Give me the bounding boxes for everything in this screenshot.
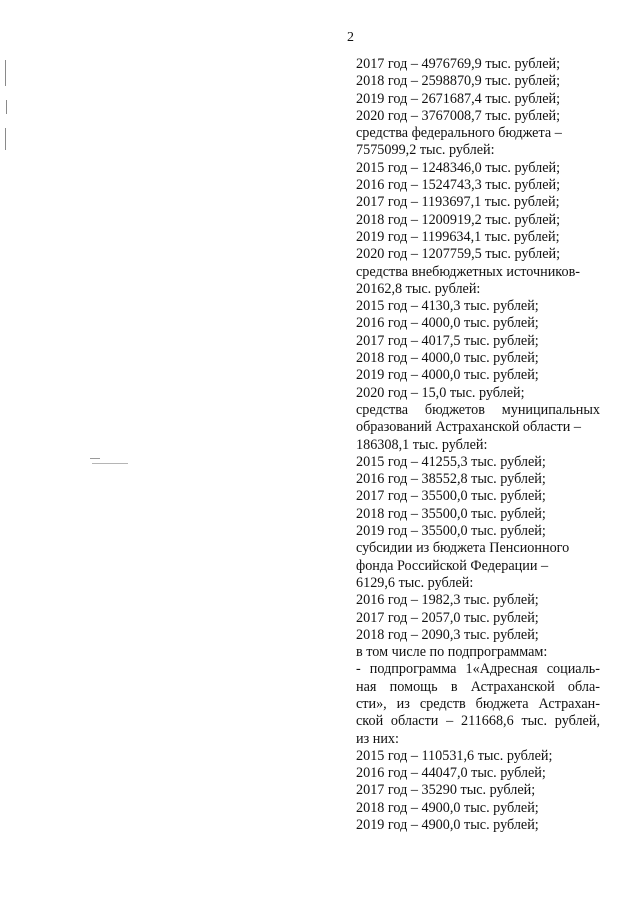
text-line: средства федерального бюджета –	[356, 125, 562, 142]
text-line: 2017 год – 4976769,9 тыс. рублей;	[356, 56, 561, 72]
text-line: 2017 год – 35290 тыс. рублей;	[356, 782, 536, 799]
text-line: 2015 год – 110531,6 тыс. рублей;	[356, 747, 553, 764]
scan-edge-mark	[5, 60, 6, 86]
text-line: 2018 год – 2598870,9 тыс. рублей;	[356, 73, 561, 90]
text-line: в том числе по подпрограммам:	[356, 644, 548, 661]
text-line: 186308,1 тыс. рублей:	[356, 436, 488, 453]
scan-edge-mark	[5, 128, 6, 150]
text-line: 20162,8 тыс. рублей:	[356, 280, 481, 297]
text-line: 2016 год – 1982,3 тыс. рублей;	[356, 592, 539, 609]
text-line: 2019 год – 35500,0 тыс. рублей;	[356, 523, 546, 540]
text-line: фонда Российской Федерации –	[356, 557, 549, 574]
text-line: 2018 год – 4900,0 тыс. рублей;	[356, 799, 539, 816]
text-line: 2015 год – 41255,3 тыс. рублей;	[356, 453, 546, 470]
text-line: - подпрограмма 1«Адресная социаль-	[356, 661, 600, 678]
text-line: средства внебюджетных источников-	[356, 263, 580, 280]
text-line: 6129,6 тыс. рублей:	[356, 574, 474, 591]
text-line: ской области – 211668,6 тыс. рублей,	[356, 713, 600, 730]
text-line: 2020 год – 1207759,5 тыс. рублей;	[356, 246, 561, 263]
text-line: 2017 год – 2057,0 тыс. рублей;	[356, 609, 539, 626]
text-line: 2016 год – 1524743,3 тыс. рублей;	[356, 177, 561, 194]
scan-edge-mark	[6, 100, 7, 114]
text-line: 2016 год – 44047,0 тыс. рублей;	[356, 765, 546, 782]
text-line: 2017 год – 35500,0 тыс. рублей;	[356, 488, 546, 505]
scan-smudge	[90, 458, 100, 459]
text-line: 2019 год – 4000,0 тыс. рублей;	[356, 367, 539, 384]
text-line: 2020 год – 15,0 тыс. рублей;	[356, 384, 525, 401]
text-line: 2019 год – 1199634,1 тыс. рублей;	[356, 228, 560, 245]
text-line: субсидии из бюджета Пенсионного	[356, 540, 570, 557]
text-line: образований Астраханской области –	[356, 419, 581, 436]
text-line: 2019 год – 4900,0 тыс. рублей;	[356, 817, 539, 834]
text-line: 2018 год – 35500,0 тыс. рублей;	[356, 505, 546, 522]
text-line: 2018 год – 4000,0 тыс. рублей;	[356, 350, 539, 367]
text-line: сти», из средств бюджета Астрахан-	[356, 695, 600, 712]
text-line: из них:	[356, 730, 399, 747]
text-line: 2018 год – 1200919,2 тыс. рублей;	[356, 211, 561, 228]
text-line: 2017 год – 4017,5 тыс. рублей;	[356, 332, 539, 349]
text-line: 2016 год – 38552,8 тыс. рублей;	[356, 471, 546, 488]
text-line: 2019 год – 2671687,4 тыс. рублей;	[356, 90, 561, 107]
text-line: 7575099,2 тыс. рублей:	[356, 142, 495, 159]
text-line: 2020 год – 3767008,7 тыс. рублей;	[356, 107, 561, 124]
text-line: 2018 год – 2090,3 тыс. рублей;	[356, 626, 539, 643]
text-line: ная помощь в Астраханской обла-	[356, 678, 600, 695]
scan-smudge	[92, 463, 128, 464]
text-line: 2016 год – 4000,0 тыс. рублей;	[356, 315, 539, 332]
text-line: 2017 год – 1193697,1 тыс. рублей;	[356, 194, 560, 211]
text-line: 2015 год – 4130,3 тыс. рублей;	[356, 298, 539, 315]
page-number: 2	[347, 30, 354, 45]
budget-text-column	[356, 56, 600, 834]
text-line: средства бюджетов муниципальных	[356, 401, 600, 418]
text-line: 2015 год – 1248346,0 тыс. рублей;	[356, 159, 561, 176]
